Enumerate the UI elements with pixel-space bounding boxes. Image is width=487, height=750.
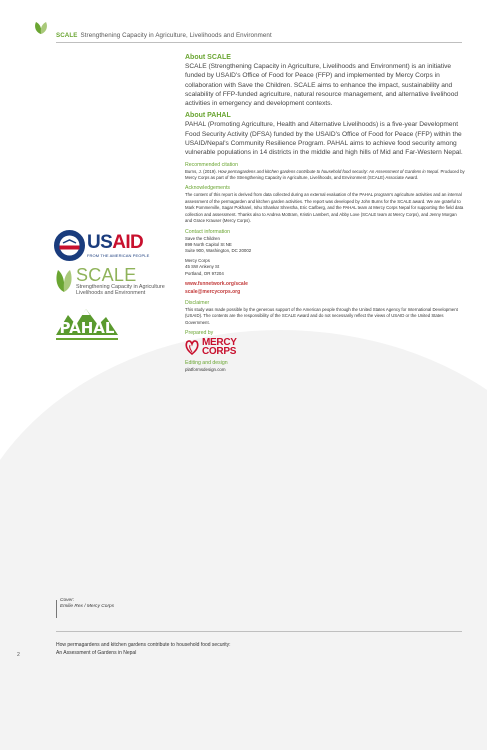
header-title bbox=[56, 32, 272, 39]
editing-title: Editing and design bbox=[185, 360, 228, 367]
mercy-corps-logo bbox=[185, 338, 465, 356]
editing-body: platformsdesign.com bbox=[185, 367, 226, 373]
usaid-wordmark-us: US bbox=[87, 232, 113, 253]
about-pahal-title: About PAHAL bbox=[185, 112, 231, 120]
contact-org2-address1: 45 SW Ankeny St bbox=[185, 264, 220, 270]
cover-divider bbox=[56, 600, 57, 618]
contact-org1: Save the Children bbox=[185, 235, 220, 241]
usaid-tagline: FROM THE AMERICAN PEOPLE bbox=[87, 253, 150, 258]
contact-org1-address1: 899 North Capitol St NE bbox=[185, 241, 232, 247]
mercy-wordmark-line2: CORPS bbox=[202, 346, 237, 358]
citation-title: Recommended citation bbox=[185, 161, 239, 168]
cover-credit bbox=[60, 598, 114, 611]
mercy-wordmark-line1: MERCY bbox=[202, 337, 237, 349]
citation-work: How permagardens and kitchen gardens contribute to household food security: An Assessment of Gardens in Nepal bbox=[217, 168, 439, 174]
pahal-mountains-icon bbox=[54, 305, 120, 345]
acknowledgements-body: The content of this report is derived from data collected during an external evaluation of the PAHAL program's agriculture activities and an internal assessment of the permagarden and kitchen garden activities. The report was developed by John Burns for the SCALE award. We are grateful to Mark Pommerville, Sagar Pokharel, Ishu Shankar Shrestha, Eric Carlberg, and the PAHAL team at Mercy Corps Nepal for supporting the field data collection and assessment. Thanks also to Andrea Mottram, Kristin Lambert, and Abby Love (SCALE team at Mercy Corps), and Jenny Morgan and Grace Krauser (Mercy Corps). bbox=[185, 192, 464, 224]
disclaimer-body: This study was made possible by the generous support of the American people through the United States Agency for International Development (USAID). The contents are the responsibility of the SCALE Award and do not necessarily reflect the views of USAID or the United States Government. bbox=[185, 306, 458, 325]
acknowledgements-title: Acknowledgements bbox=[185, 185, 230, 192]
usaid-logo bbox=[54, 230, 184, 262]
website-link[interactable]: www.fsnnetwork.org/scale bbox=[185, 280, 248, 287]
contact-org2-address2: Portland, OR 97204 bbox=[185, 270, 224, 276]
scale-leaf-large-icon bbox=[54, 267, 74, 293]
header-brand: SCALE bbox=[56, 32, 78, 39]
email-link[interactable]: scale@mercycorps.org bbox=[185, 288, 241, 295]
background-curve bbox=[0, 330, 487, 750]
page-number: 2 bbox=[17, 652, 20, 658]
citation-rest: . Produced by Mercy Corps as part of the Strengthening Capacity in Agriculture, Livelihoods, and Environment (SCALE) Associate Award. bbox=[185, 168, 465, 181]
pahal-logo bbox=[54, 305, 184, 345]
usaid-seal-icon bbox=[54, 230, 85, 261]
footer-divider bbox=[56, 631, 462, 632]
usaid-wordmark-aid: AID bbox=[112, 232, 144, 253]
about-scale-title: About SCALE bbox=[185, 54, 231, 61]
cover-photo-credit: Emilie Rex / Mercy Corps bbox=[60, 604, 115, 610]
contact-org2: Mercy Corps bbox=[185, 257, 210, 263]
scale-tagline-line2: Livelihoods and Environment bbox=[76, 290, 146, 296]
contact-org1-address2: Suite 900, Washington, DC 20002 bbox=[185, 248, 252, 254]
citation-author: Burns, J. (2019). bbox=[185, 168, 218, 174]
scale-wordmark: SCALE bbox=[76, 265, 137, 285]
page-footer bbox=[56, 642, 231, 658]
partner-logos bbox=[54, 230, 184, 345]
about-pahal-body: PAHAL (Promoting Agriculture, Health and Alternative Livelihoods) is a five-year Development Food Security Activity (DFSA) funded by the USAID's Office of Food for Peace (FFP) within the USAID/Nepal's Community Resilience Program. PAHAL aims to achieve food security among vulnerable populations in 14 districts in the middle and high hills of Mid and Far-Western Nepal. bbox=[185, 121, 463, 157]
contact-title: Contact information bbox=[185, 228, 230, 235]
footer-line1: How permagardens and kitchen gardens contribute to household food security: bbox=[56, 642, 231, 648]
disclaimer-title: Disclaimer bbox=[185, 299, 210, 306]
cover-label: Cover: bbox=[60, 598, 75, 603]
about-scale-body: SCALE (Strengthening Capacity in Agriculture, Livelihoods and Environment) is an initiative funded by USAID's Office of Food for Peace (FFP) and implemented by Mercy Corps in collaboration with Save the Children. SCALE aims to enhance the impact, sustainability and scalability of FFP-funded agriculture, natural resource management, and alternative livelihood activities in emergency and development contexts. bbox=[185, 63, 459, 108]
main-column bbox=[185, 52, 465, 374]
footer-line2: An Assessment of Gardens in Nepal bbox=[56, 649, 137, 656]
usaid-wordmark bbox=[87, 232, 143, 254]
prepared-by-title: Prepared by bbox=[185, 330, 214, 337]
mercy-corps-wordmark bbox=[202, 338, 237, 356]
page-header bbox=[0, 0, 487, 46]
pahal-wordmark: PAHAL bbox=[59, 319, 115, 337]
scale-leaf-icon bbox=[33, 20, 49, 36]
mercy-corps-icon bbox=[185, 339, 199, 355]
scale-tagline-line1: Strengthening Capacity in Agriculture bbox=[76, 284, 165, 290]
scale-tagline bbox=[76, 284, 165, 296]
scale-logo bbox=[54, 265, 184, 299]
citation-body bbox=[185, 169, 465, 182]
header-divider bbox=[56, 42, 462, 43]
header-title-text: Strengthening Capacity in Agriculture, Livelihoods and Environment bbox=[80, 32, 272, 39]
